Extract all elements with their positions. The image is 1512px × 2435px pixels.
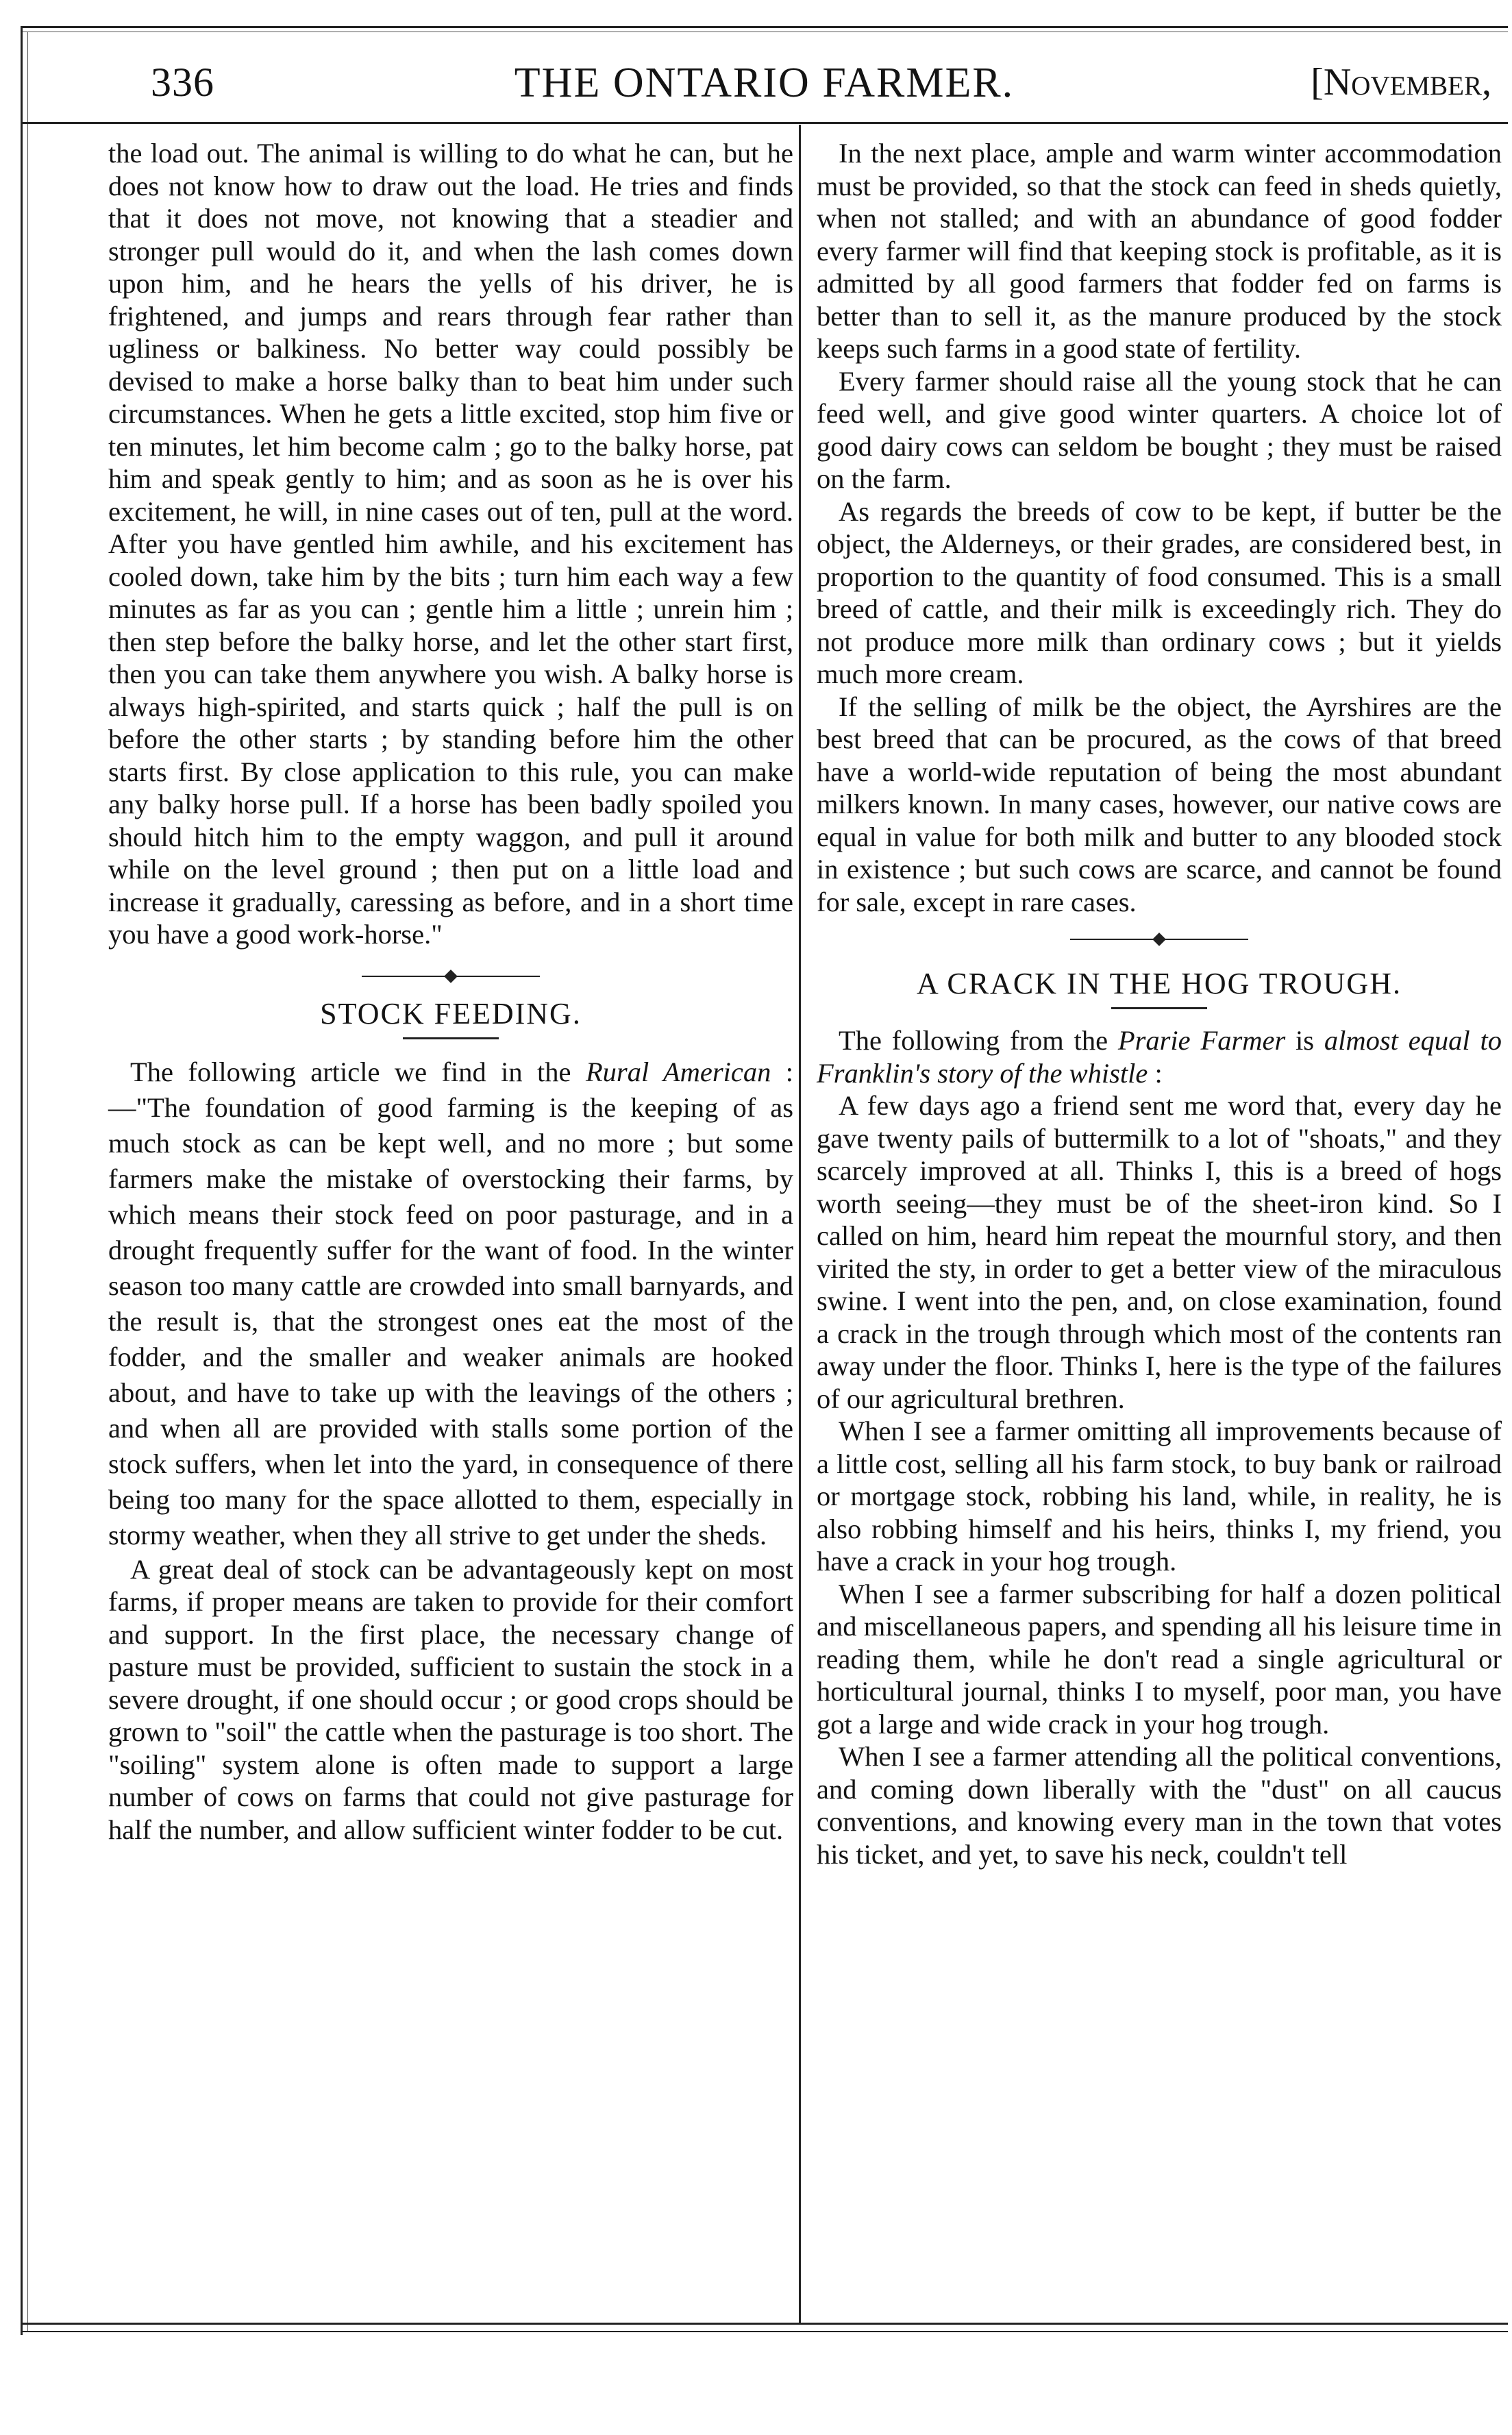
newspaper-page [5, 0, 1512, 2435]
improvements-paragraph: When I see a farmer omitting all improvements because of a little cost, selling all his farm stock, to buy bank or railroad or mortgage stock, robbing his land, while, in reality, he is also robbing himself and his heirs, thinks I, my friend, you have a crack in your hog trough. [817, 1416, 1502, 1577]
stock-feeding-heading: STOCK FEEDING. [320, 996, 582, 1030]
stock-feeding-paragraph: A great deal of stock can be advantageously kept on most farms, if proper means are taken to provide for their comfort and support. In the first place, the necessary change of pasture must be provided, sufficient to sustain the stock in a severe drought, if one should occur ; or good crops should be grown to "soil" the cattle when the pasturage is too short. The "soiling" system alone is often made to support a large number of cows on farms that could not give pasturage for half the number, and allow sufficient winter fodder to be cut. [108, 1553, 793, 1845]
frame-rule-left [21, 26, 23, 2335]
papers-paragraph: When I see a farmer subscribing for half a dozen political and miscellaneous papers, and spending all his leisure time in reading them, while he don't read a single agricultural or horticultural journal, thinks I to myself, poor man, you have got a large and wide crack in your hog trough. [817, 1578, 1502, 1740]
article-continuation: the load out. The animal is willing to do what he can, but he does not know how to draw out the load. He tries and finds that it does not move, not knowing that a steadier and stronger pull would do it, and when the lash comes down upon him, and he hears the yells of his driver, he is frightened, and jumps and rears through fear rather than ugliness or balkiness. No better way could possibly be devised to make a horse balky than to beat him under such circumstances. When he gets a little excited, stop him five or ten minutes, let him become calm ; go to the balky horse, pat him and speak gently to him; and as soon as he is over his excitement, he will, in nine cases out of ten, pull at the word. After you have gentled him awhile, and his excitement has cooled down, take him by the bits ; turn him each way a few minutes as far as you can ; gentle him a little ; unrein him ; then step before the balky horse, and let the other start first, then you can take them anywhere you wish. A balky horse is always high-spirited, and starts quick ; half the pull is on before the other starts ; by standing before him the other starts first. By close application to this rule, you can make any balky horse pull. If a horse has been badly spoiled you should hitch him to the empty waggon, and pull it around while on the level ground ; then put on a little load and increase it gradually, caressing as before, and in a short time you have a good work-horse." [108, 138, 793, 950]
page-number: 336 [151, 60, 214, 105]
buttermilk-story-paragraph: A few days ago a friend sent me word that, every day he gave twenty pails of buttermilk to a lot of "shoats," and they scarcely improved at all. Thinks I, this is a breed of hogs worth seeing—they must be of the sheet-iron kind. So I called on him, heard him repeat the mournful story, and then virited the sty, in order to get a better view of the miraculous swine. I went into the pen, and, on close examination, found a crack in the trough through which most of the contents ran away under the floor. Thinks I, here is the type of the failures of our agricultural brethren. [817, 1090, 1502, 1414]
frame-rule-bottom-outer [21, 2331, 1508, 2332]
frame-rule-bottom [21, 2323, 1508, 2325]
conventions-paragraph: When I see a farmer attending all the political conventions, and coming down liberally with the "dust" on all caucus conventions, and knowing every man in the town that votes his ticket, and yet, to save his neck, couldn't tell [817, 1741, 1502, 1870]
column-divider [799, 125, 801, 2323]
source-rural-american: Rural American [585, 1056, 771, 1087]
frame-rule-left-inner [27, 32, 28, 2331]
right-column [817, 137, 1502, 1870]
source-prarie-farmer: Prarie Farmer [1117, 1025, 1286, 1056]
hog-trough-heading: A CRACK IN THE HOG TROUGH. [917, 967, 1402, 1000]
breeds-paragraph: As regards the breeds of cow to be kept, if butter be the object, the Alderneys, or their grades, are considered best, in proportion to the quantity of food consumed. This is a small breed of cattle, and their milk is exceedingly rich. They do not produce more milk than ordinary cows ; but it yields much more cream. [817, 495, 1502, 689]
intro-body: :—"The foundation of good farming is the keeping of as much stock as can be kept well, and no more ; but some farmers make the mistake of overstocking their farms, by which means their stock feed on poor pasturage, and in a drought frequently suffer for the want of food. In the winter season too many cattle are crowded into small barnyards, and the result is, that the strongest ones eat the most of the fodder, and the smaller and weaker animals are hooked about, and have to take up with the leavings of the others ; and when all are provided with stalls some portion of the stock suffers, when let into the yard, in consequence of there being too many for the space allotted to them, especially in stormy weather, when they all strive to get under the sheds. [108, 1056, 793, 1550]
journal-title: THE ONTARIO FARMER. [514, 60, 1015, 106]
intro-text-2: is [1285, 1025, 1324, 1056]
intro-text: The following from the [839, 1025, 1118, 1056]
header-rule [21, 122, 1508, 124]
left-column [108, 137, 793, 1846]
frame-rule-top [21, 26, 1508, 28]
milk-paragraph: If the selling of milk be the object, the Ayrshires are the best breed that can be procured, as the cows of that breed have a world-wide reputation of being the most abundant milkers known. In many cases, however, our native cows are equal in value for both milk and butter to any blooded stock in existence ; but such cows are scarce, and cannot be found for sale, except in rare cases. [817, 691, 1502, 917]
issue-month: [November, [1311, 61, 1491, 103]
running-head [21, 59, 1508, 121]
heading-underline [403, 1037, 499, 1039]
intro-text: The following article we find in the [130, 1056, 586, 1087]
heading-underline [1111, 1007, 1207, 1009]
intro-end: : [1148, 1057, 1163, 1089]
section-ornament [108, 966, 793, 987]
winter-accommodation-paragraph: In the next place, ample and warm winter accommodation must be provided, so that the stock can feed in sheds quietly, when not stalled; and with an abundance of good fodder every farmer will find that keeping stock is profitable, as it is admitted by all good farmers that fodder fed on farms is better than to sell it, as the manure produced by the stock keeps such farms in a good state of fertility. [817, 138, 1502, 364]
stock-feeding-intro [108, 1054, 793, 1553]
franklin-reference: almost equal to Franklin's story of the whistle [817, 1025, 1502, 1089]
section-ornament [817, 929, 1502, 950]
young-stock-paragraph: Every farmer should raise all the young stock that he can feed well, and give good winter quarters. A choice lot of good dairy cows can seldom be bought ; they must be raised on the farm. [817, 365, 1502, 494]
hog-trough-intro [817, 1024, 1502, 1089]
